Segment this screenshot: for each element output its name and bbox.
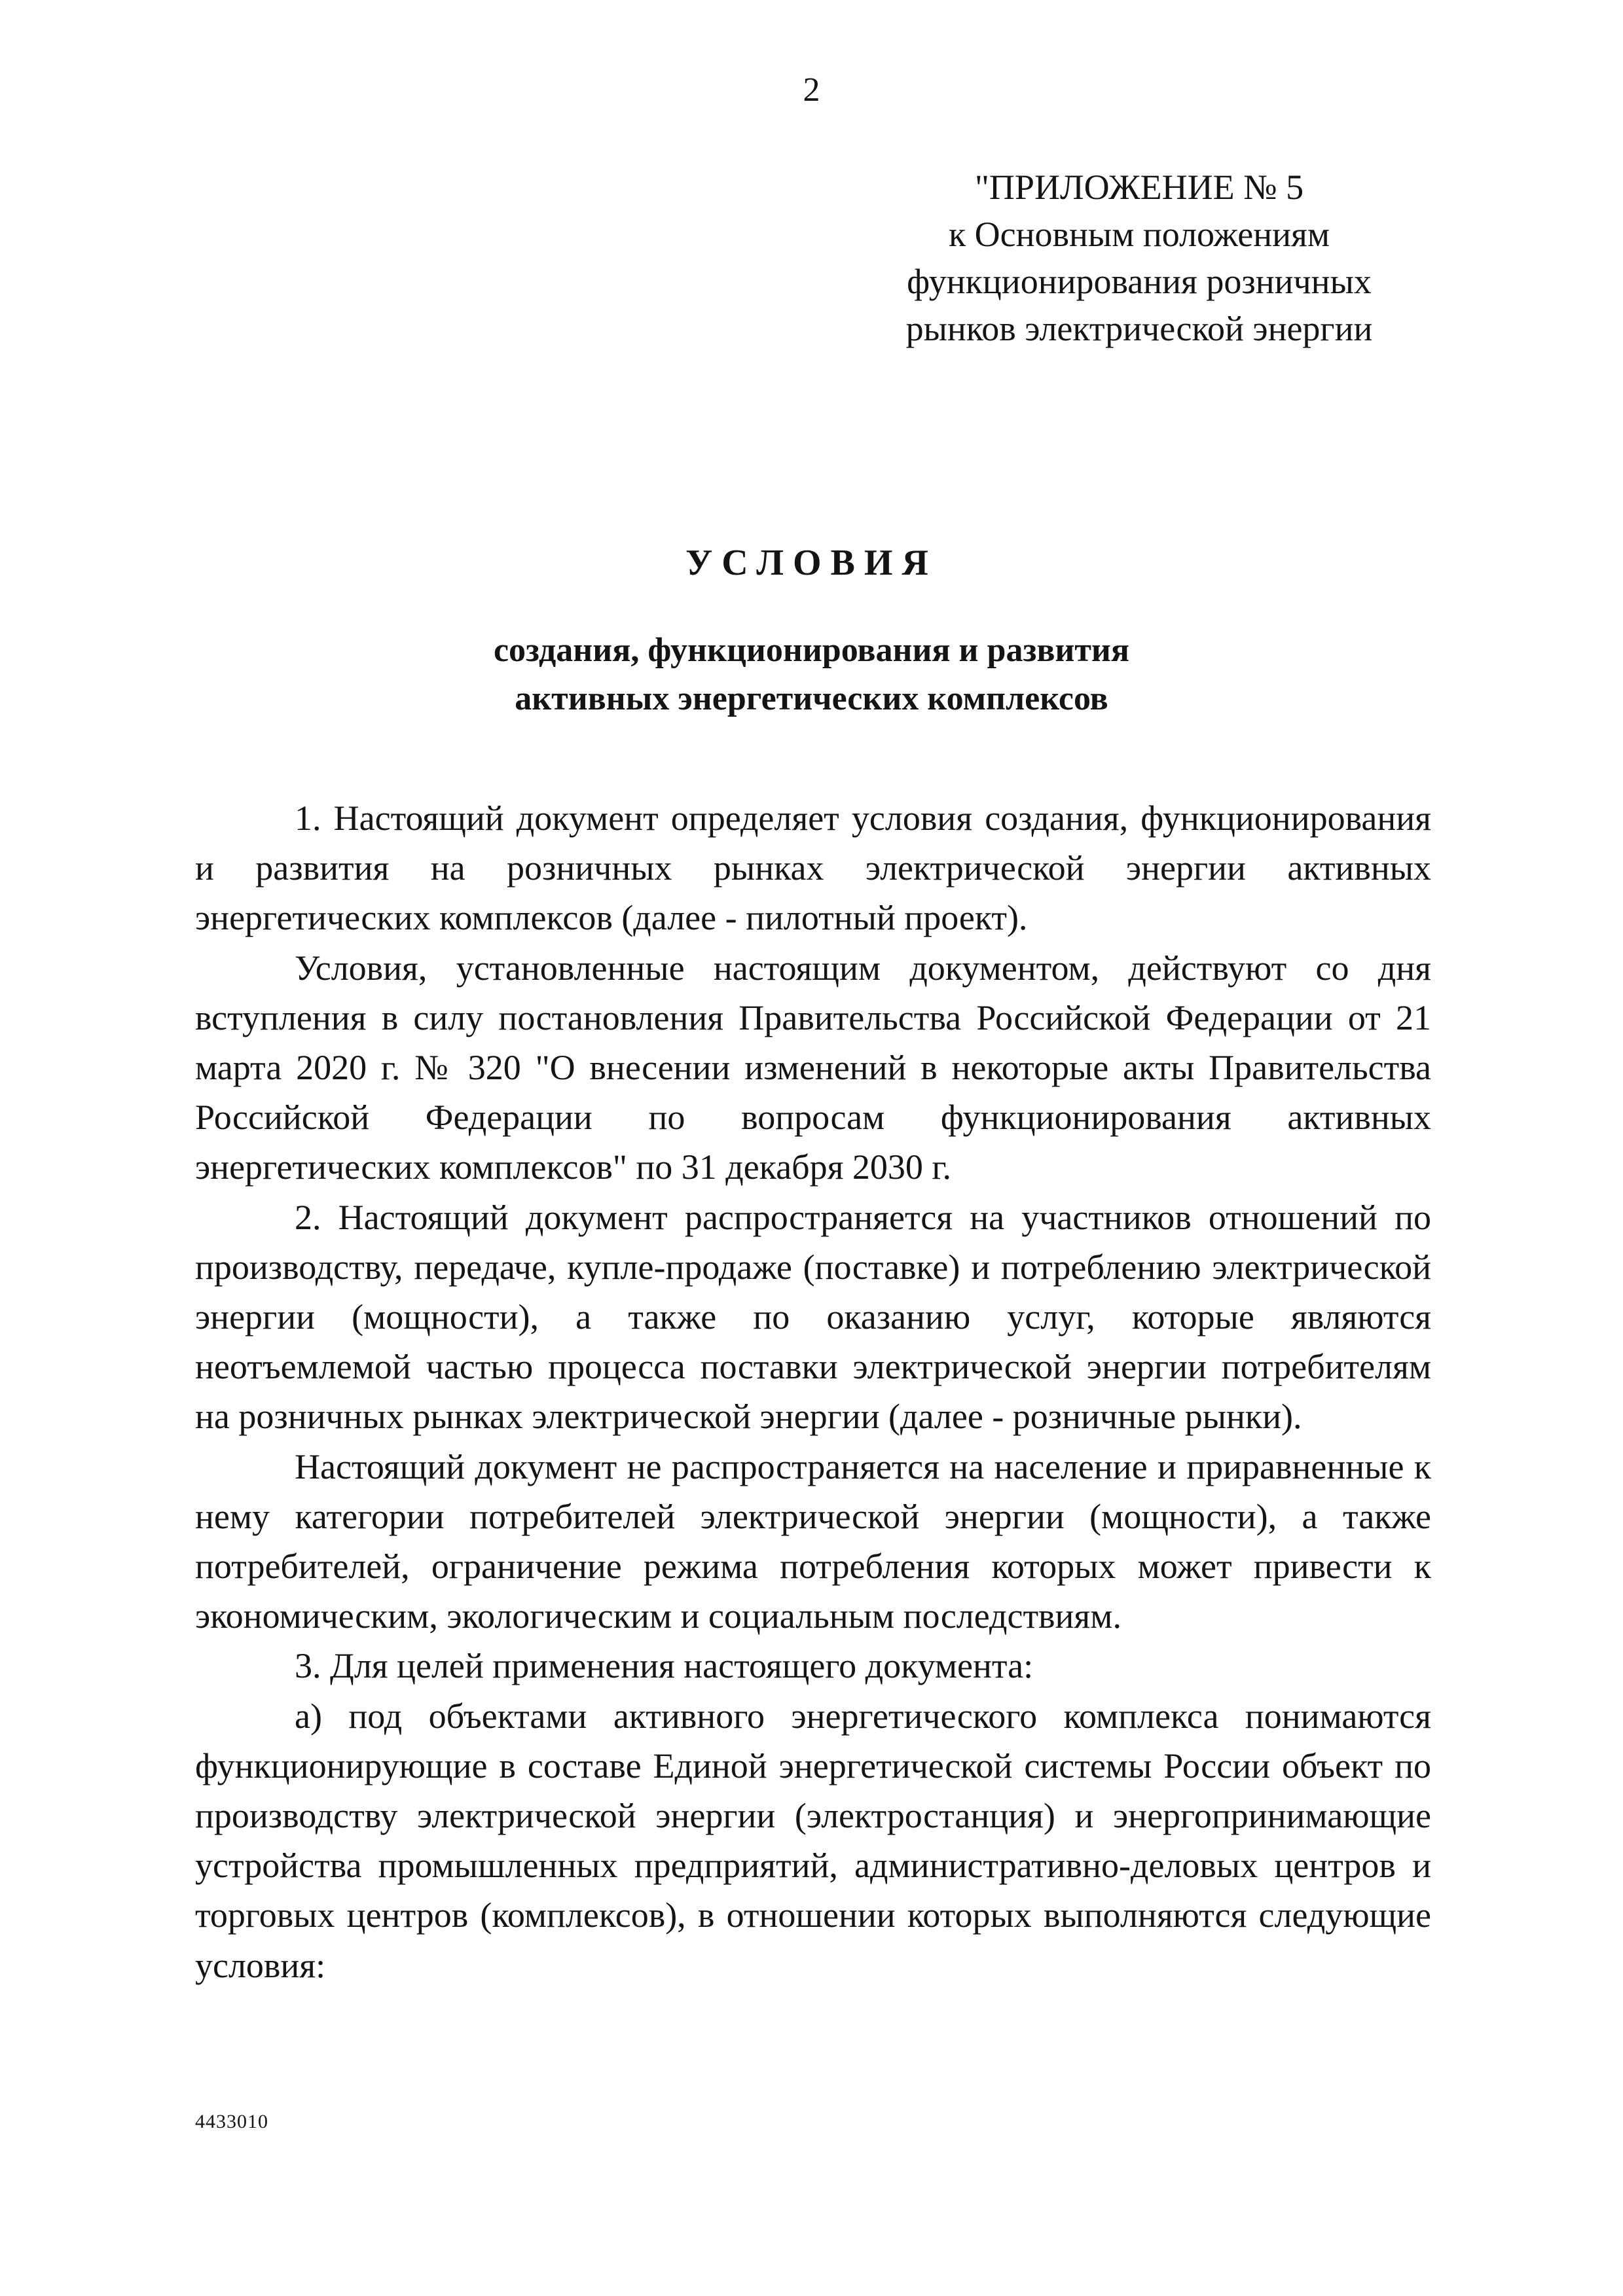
paragraph: а) под объектами активного энергетического комплекса понимаются функционирующие в составе Единой энергетической системы России объект по производству электрической энергии (электростанция) и энергопринимающие устройства промышленных предприятий, административно-деловых центров и торговых центров (комплексов), в отношении которых выполняются следующие условия: (195, 1696, 1431, 1985)
paragraph: Условия, установленные настоящим документом, действуют со дня вступления в силу постановления Правительства Российской Федерации от 21 марта 2020 г. № 320 "О внесении изменений в некоторые акты Правительства Российской Федерации по вопросам функционирования активных энергетических комплексов" по 31 декабря 2030 г. (195, 948, 1431, 1187)
appendix-line: функционирования розничных (907, 262, 1372, 301)
appendix-line: рынков электрической энергии (905, 309, 1373, 348)
page-number: 2 (803, 71, 820, 109)
paragraph: 3. Для целей применения настоящего документа: (295, 1646, 1034, 1686)
title-block (0, 540, 1623, 723)
subtitle-line: создания, функционирования и развития (493, 632, 1130, 669)
document-title: УСЛОВИЯ (685, 543, 938, 583)
document-subtitle (0, 626, 1623, 723)
document-body (195, 793, 1431, 1990)
document-code: 4433010 (195, 2111, 268, 2132)
appendix-line: к Основным положениям (948, 215, 1330, 254)
paragraph: 2. Настоящий документ распространяется на участников отношений по производству, передаче, купле-продаже (поставке) и потреблению электрической энергии (мощности), а также по оказанию услуг, которые являются неотъемлемой частью процесса поставки электрической энергии потребителям на розничных рынках электрической энергии (далее - розничные рынки). (195, 1197, 1431, 1437)
appendix-header (851, 164, 1427, 352)
appendix-line: "ПРИЛОЖЕНИЕ № 5 (974, 168, 1304, 207)
paragraph: Настоящий документ не распространяется на население и приравненные к нему категории потребителей электрической энергии (мощности), а также потребителей, ограничение режима потребления которых может привести к экономическим, экологическим и социальным последствиям. (195, 1446, 1431, 1636)
subtitle-line: активных энергетических комплексов (515, 680, 1108, 717)
paragraph: 1. Настоящий документ определяет условия создания, функционирования и развития на розничных рынках электрической энергии активных энергетических комплексов (далее - пилотный проект). (195, 798, 1431, 938)
